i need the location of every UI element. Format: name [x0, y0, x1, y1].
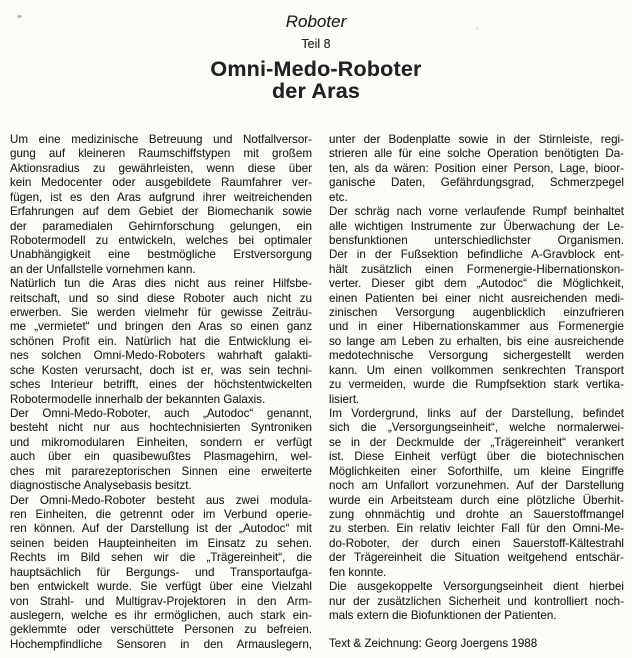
text-line: auslegern, welche es ihr ermöglichen, auch stark ein-	[10, 608, 312, 622]
text-line: Der Omni-Medo-Roboter besteht aus zwei modula-	[10, 493, 312, 507]
text-line: fügen, ist es den Aras aufgrund ihrer weitreichenden	[10, 190, 312, 204]
text-line: ben entwickelt wurde. Sie verfügt über eine Vielzahl	[10, 580, 312, 594]
text-line: zinischen Versorgung augenblicklich einzufrieren	[329, 306, 624, 320]
text-line: ren Einheiten, die getrennt oder im Verbund operie-	[10, 507, 312, 521]
text-line: kein Medocenter oder ausgebildete Raumfahrer ver-	[10, 176, 312, 190]
article-title-line1: Omni-Medo-Roboter	[210, 57, 422, 81]
text-line: reitschaft, und so sind diese Roboter auch nicht zu	[10, 291, 312, 305]
text-line: do-Roboter, der durch einen Sauerstoff-Kältestrahl	[329, 536, 624, 550]
text-line: Rechts im Bild sehen wir die „Trägereinheit“, die	[10, 551, 312, 565]
text-line: lisiert.	[329, 392, 360, 406]
text-line: besteht nicht nur aus hochtechnisierten Syntroniken	[10, 421, 312, 435]
text-line: nur der zusätzlichen Sicherheit und kontrolliert noch-	[329, 594, 624, 608]
paragraph	[10, 277, 312, 407]
page-header	[0, 0, 632, 102]
text-line: sche Kosten verursacht, doch ist er, was sein techni-	[10, 363, 312, 377]
paragraph	[10, 133, 312, 277]
text-line: einen Patienten bei einer nicht ausreichenden medi-	[329, 291, 624, 305]
text-line: ganische Daten, Gefährdungsgrad, Schmerzpegel	[329, 176, 624, 190]
text-line: Natürlich tun die Aras dies nicht aus reiner Hilfsbe-	[10, 277, 312, 291]
paragraph	[329, 407, 624, 580]
part-number: Teil 8	[301, 37, 331, 51]
text-line: ren können. Auf der Darstellung ist der „Autodoc“ mit	[10, 522, 312, 536]
text-line: se in der Deckmulde der „Trägereinheit“ verankert	[329, 435, 624, 449]
text-line: geklemmte oder verschüttete Personen zu befreien.	[10, 623, 312, 637]
text-line: etc.	[329, 190, 348, 204]
text-line: ches mit pararezeptorischen Sinnen eine erweiterte	[10, 464, 312, 478]
paragraph	[10, 494, 312, 653]
text-line: unter der Bodenplatte sowie in der Stirnleiste, regi-	[329, 133, 624, 146]
left-column	[10, 133, 312, 652]
text-line: Aktionsradius zu gewährleisten, wenn diese über	[10, 161, 312, 175]
text-line: wurde ein Arbeitsteam durch eine plötzliche Überhit-	[329, 493, 624, 507]
paragraph	[329, 133, 624, 205]
text-line: gung auf kleineren Raumschiffstypen mit großem	[10, 147, 312, 161]
paragraph	[10, 407, 312, 494]
text-line: so lange am Leben zu erhalten, bis eine ausreichende	[329, 334, 624, 348]
text-line: noch am Unfallort vorzunehmen. Auf der Darstellung	[329, 479, 624, 493]
text-line: von Strahl- und Multigrav-Projektoren in den Arm-	[10, 594, 312, 608]
article-body	[10, 133, 624, 652]
text-line: Der schräg nach vorne verlaufende Rumpf beinhaltet	[329, 205, 624, 219]
text-line: seinen beiden Haupteinheiten im Einsatz zu sehen.	[10, 536, 312, 550]
text-line: hält zusätzlich einen Formenergie-Hibernationskon-	[329, 262, 624, 276]
text-line: sich die „Versorgungseinheit“, welche normalerwei-	[329, 421, 624, 435]
text-line: zung ohnmächtig und drohte an Sauerstoffmangel	[329, 507, 624, 521]
text-line: Der Omni-Medo-Roboter, auch „Autodoc“ genannt,	[10, 407, 312, 421]
text-line: auch über ein quasibewußtes Plasmagehirn, wel-	[10, 450, 312, 464]
text-line: Möglichkeiten einer Soforthilfe, um kleine Eingriffe	[329, 464, 624, 478]
text-line: der paramedialen Gehirnforschung gelungen, ein	[10, 219, 312, 233]
text-line: der Trägereinheit die Situation weitgehend entschär-	[329, 551, 624, 565]
text-line: zu vermeiden, wurde die Rumpfsektion stark vertika-	[329, 378, 624, 392]
text-line: diagnostische Analysebasis besitzt.	[10, 479, 192, 493]
text-line: Um eine medizinische Betreuung und Notfallversor-	[10, 133, 312, 146]
text-line: me „vermietet“ und bringen den Aras so einen ganz	[10, 320, 312, 334]
text-line: schönen Profit ein. Natürlich hat die Entwicklung ei-	[10, 334, 312, 348]
text-line: und in einer Hibernationskammer aus Formenergie	[329, 320, 624, 334]
text-line: hauptsächlich für Bergungs- und Transportaufga-	[10, 565, 312, 579]
article-title	[0, 58, 632, 102]
text-line: Hochempfindliche Sensoren in den Armauslegern,	[10, 637, 312, 651]
text-line: an der Unfallstelle vornehmen kann.	[10, 262, 196, 276]
text-line: Robotermodell zu entwickeln, welches bei optimaler	[10, 233, 312, 247]
text-line: und mikromodularen Einheiten, sondern er verfügt	[10, 435, 312, 449]
text-line: kann. Um einen vollkommen senkrechten Transport	[329, 363, 624, 377]
text-line: strieren alle für eine solche Operation benötigten Da-	[329, 147, 624, 161]
text-line: Unabhängigkeit eine bestmögliche Erstversorgung	[10, 248, 312, 262]
text-line: alle wichtigen Instrumente zur Überwachung der Le-	[329, 219, 624, 233]
credit-line: Text & Zeichnung: Georg Joergens 1988	[329, 637, 538, 651]
text-line: fen konnte.	[329, 565, 387, 579]
text-line: ist. Diese Einheit verfügt über die biotechnischen	[329, 450, 624, 464]
paragraph	[329, 580, 624, 623]
paragraph	[329, 205, 624, 407]
text-line: verter. Dieser gibt dem „Autodoc“ die Möglichkeit,	[329, 277, 624, 291]
text-line: ten, als da wären: Position einer Person, Lage, bioor-	[329, 161, 624, 175]
text-line: Erfahrungen auf dem Gebiet der Biomechanik sowie	[10, 205, 312, 219]
text-line: sches Interieur betrifft, eines der höchstentwickelten	[10, 378, 312, 392]
text-line: Robotermodelle innerhalb der bekannten Galaxis.	[10, 392, 266, 406]
text-line: mals extern die Biofunktionen der Patienten.	[329, 608, 557, 622]
text-line: Im Vordergrund, links auf der Darstellung, befindet	[329, 407, 624, 421]
text-line: Die ausgekoppelte Versorgungseinheit dient hierbei	[329, 580, 624, 594]
article-title-line2: der Aras	[271, 79, 361, 103]
text-line: erwerben. Sie werden vielmehr für gewisse Zeiträu-	[10, 306, 312, 320]
text-line: Der in der Fußsektion befindliche A-Gravblock ent-	[329, 248, 624, 262]
text-line: zu sterben. Ein relativ leichter Fall für den Omni-Me-	[329, 522, 624, 536]
text-line: nes solchen Omni-Medo-Roboters wahrhaft galakti-	[10, 349, 312, 363]
right-column	[329, 133, 624, 652]
text-line: medotechnische Versorgung sichergestellt werden	[329, 349, 624, 363]
text-line: bensfunktionen unterschiedlichster Organismen.	[329, 233, 624, 247]
series-title: Roboter	[285, 12, 347, 31]
